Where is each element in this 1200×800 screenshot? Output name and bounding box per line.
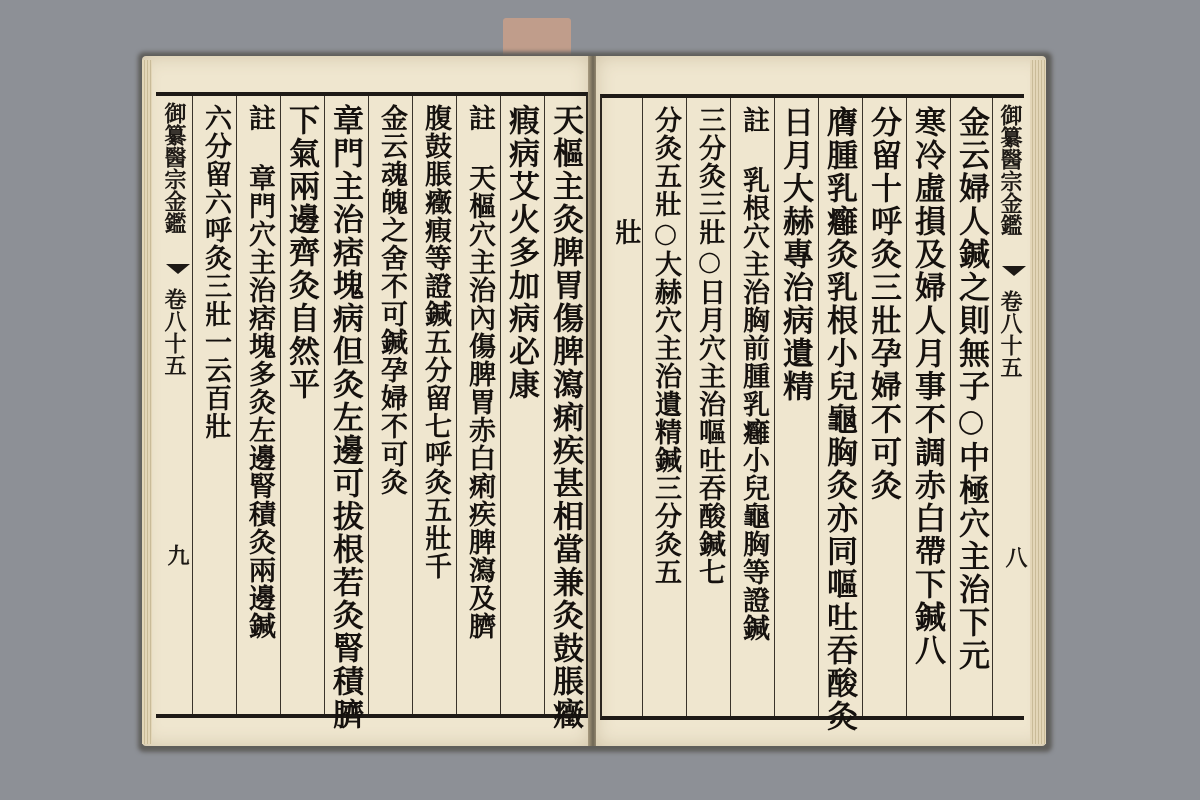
column-rule — [906, 98, 907, 716]
banxin-page-number: 九 — [164, 544, 190, 566]
column-rule — [862, 98, 863, 716]
right-page-frame — [600, 94, 1028, 733]
commentary-column: 註 天樞穴主治內傷脾胃赤白痢疾脾瀉及臍 — [464, 104, 495, 640]
column-rule — [412, 96, 413, 714]
left-page — [142, 56, 590, 746]
text-column: 膺腫乳癰灸乳根小兒龜胸灸亦同嘔吐吞酸灸 — [821, 106, 857, 733]
commentary-column: 六分留六呼灸三壯一云百壯 — [200, 104, 231, 440]
commentary-column: 金云魂魄之舍不可鍼孕婦不可灸 — [376, 104, 407, 496]
fish-tail-mark — [1002, 266, 1026, 286]
column-rule — [950, 98, 951, 716]
left-fore-edge — [142, 60, 152, 744]
text-column: 章門主治痞塊病但灸左邊可拔根若灸腎積臍 — [327, 104, 363, 731]
banxin-page-number: 八 — [1002, 546, 1028, 568]
commentary-column: 分灸五壯○大赫穴主治遺精鍼三分灸五 — [650, 106, 681, 586]
commentary-column: 註 章門穴主治痞塊多灸左邊腎積灸兩邊鍼 — [244, 104, 275, 640]
column-rule — [324, 96, 325, 714]
commentary-column: 註 乳根穴主治胸前腫乳癰小兒龜胸等證鍼 — [738, 106, 769, 642]
column-rule — [818, 98, 819, 716]
column-rule — [544, 96, 545, 714]
column-rule — [730, 98, 731, 716]
fish-tail-mark — [166, 264, 190, 284]
column-rule — [280, 96, 281, 714]
text-column: 分留十呼灸三壯孕婦不可灸 — [865, 106, 901, 502]
column-rule — [500, 96, 501, 714]
text-column: 瘕病艾火多加病必康 — [503, 104, 539, 401]
text-column: 金云婦人鍼之則無子○中極穴主治下元 — [953, 106, 989, 672]
text-column: 寒冷虛損及婦人月事不調赤白帶下鍼八 — [909, 106, 945, 667]
commentary-column: 壯 — [610, 218, 641, 246]
column-rule — [642, 98, 643, 716]
banxin-title: 御纂醫宗金鑑 — [997, 104, 1023, 236]
commentary-column: 腹鼓脹癥瘕等證鍼五分留七呼灸五壯千 — [420, 104, 451, 580]
column-rule — [368, 96, 369, 714]
column-rule — [686, 98, 687, 716]
text-column: 下氣兩邊齊灸自然平 — [283, 104, 319, 401]
right-fore-edge — [1030, 60, 1046, 744]
right-page — [596, 56, 1046, 746]
banxin-rule — [992, 98, 993, 716]
banxin-title: 御纂醫宗金鑑 — [161, 102, 187, 234]
text-column: 天樞主灸脾胃傷脾瀉痢疾甚相當兼灸鼓脹癥 — [547, 104, 583, 731]
text-column: 日月大赫專治病遺精 — [777, 106, 813, 403]
banxin-rule — [192, 96, 193, 714]
column-rule — [774, 98, 775, 716]
banxin-volume: 卷八十五 — [161, 288, 187, 376]
column-rule — [456, 96, 457, 714]
left-page-frame — [156, 92, 588, 731]
column-rule — [236, 96, 237, 714]
commentary-column: 三分灸三壯○日月穴主治嘔吐吞酸鍼七 — [694, 106, 725, 586]
banxin-volume: 卷八十五 — [997, 290, 1023, 378]
